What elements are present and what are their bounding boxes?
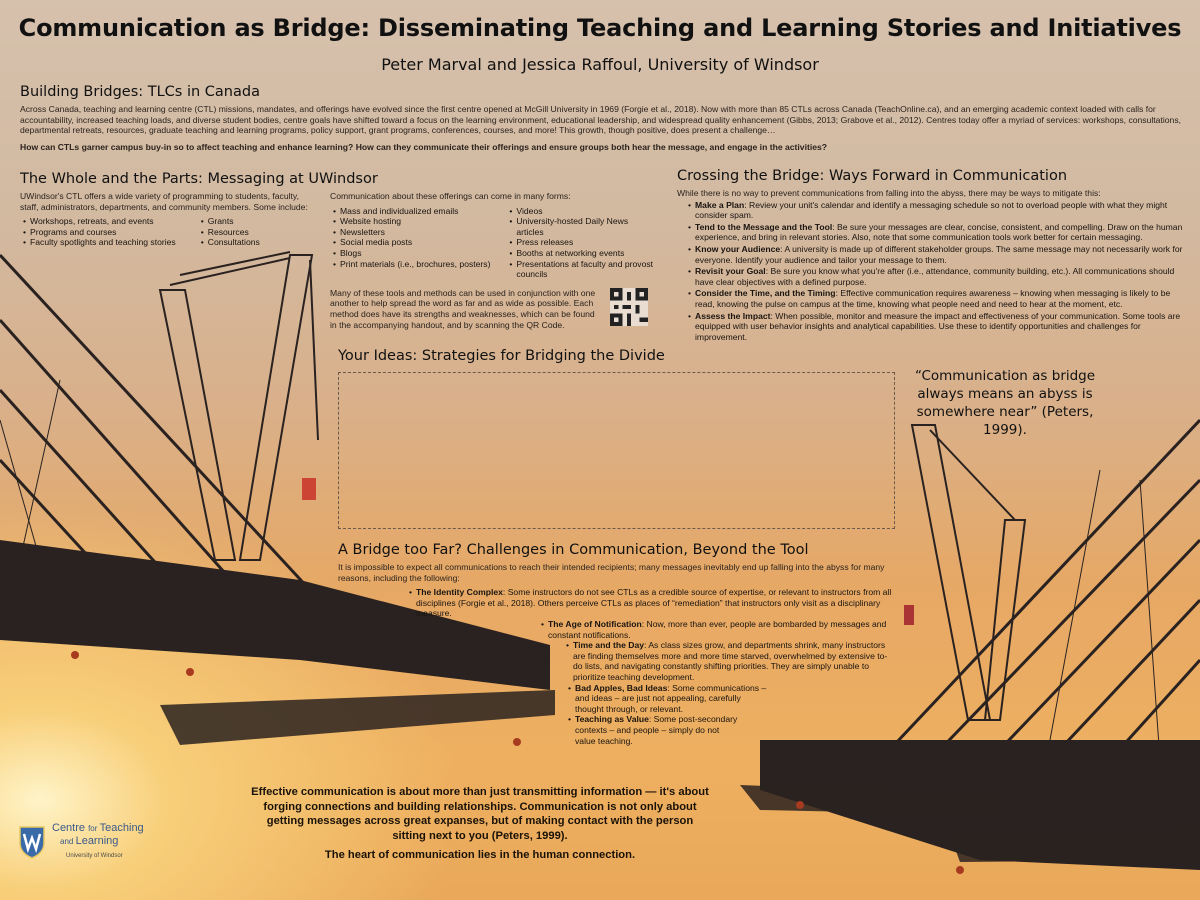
forms-list-b	[506, 206, 655, 280]
list-item: • Videos	[506, 206, 655, 217]
list-item: • Bad Apples, Bad Ideas: Some communications – and ideas – are just not appealing, carefully thought through, or relevant.	[565, 683, 768, 715]
list-item: • Social media posts	[330, 237, 498, 248]
list-item: • Make a Plan: Review your unit's calendar and identify a messaging schedule so not to overload people with what they might consider spam.	[685, 200, 1187, 221]
list-item: • Time and the Day: As class sizes grow, and departments shrink, many instructors are finding themselves more and more time starved, overwhelmed by extensive to-do lists, and navigating constantly shifting priorities. They are simply unable to prioritize teaching development.	[563, 640, 893, 682]
list-item: • Resources	[198, 227, 260, 238]
crossing-heading: Crossing the Bridge: Ways Forward in Communication	[677, 168, 1068, 184]
list-item: • Programs and courses	[20, 227, 176, 238]
forms-list-a	[330, 206, 498, 280]
list-item: • Newsletters	[330, 227, 498, 238]
poster-title: Communication as Bridge: Disseminating Teaching and Learning Stories and Initiatives	[18, 14, 1182, 42]
challenges-intro: It is impossible to expect all communications to reach their intended recipients; many messages inevitably end up falling into the abyss for many reasons, including the following:	[338, 562, 885, 583]
intro-heading: Building Bridges: TLCs in Canada	[20, 84, 260, 100]
intro-section	[20, 84, 1185, 152]
forms-intro: Communication about these offerings can come in many forms:	[330, 191, 571, 201]
intro-question: How can CTLs garner campus buy-in so to affect teaching and enhance learning? How can they communicate their offerings and ensure groups both hear the message, and engage in the activities?	[20, 141, 828, 152]
qr-code[interactable]	[610, 288, 648, 326]
list-item: • Presentations at faculty and provost councils	[506, 259, 655, 280]
list-item: • Press releases	[506, 237, 655, 248]
list-item: • Teaching as Value: Some post-secondary contexts – and people – simply do not value teaching.	[565, 714, 738, 746]
list-item: • Website hosting	[330, 216, 498, 227]
list-item: • Consider the Time, and the Timing: Effective communication requires awareness – knowing when messaging is likely to be read, knowing the pulse on campus at the time, knowing what people need and need to hear at the moment, etc.	[685, 288, 1187, 309]
list-item: • Revisit your Goal: Be sure you know what you're after (i.e., attendance, community building, etc.). All communications should have clear objectives with a defined purpose.	[685, 266, 1187, 287]
list-item: • The Identity Complex: Some instructors do not see CTLs as a credible source of expertise, or relevant to instructors from all disciplines (Forgie et al., 2018). Others perceive CTLs as places of “remediation” that instructors only visit as a disciplinary measure.	[406, 587, 893, 619]
crossing-list	[685, 200, 1187, 343]
ideas-dashed-box[interactable]	[338, 372, 895, 529]
list-item: • Faculty spotlights and teaching stories	[20, 237, 176, 248]
whole-heading: The Whole and the Parts: Messaging at UWindsor	[20, 171, 378, 187]
list-item: • Print materials (i.e., brochures, posters)	[330, 259, 498, 270]
list-item: • Consultations	[198, 237, 260, 248]
crossing-section	[677, 168, 1187, 343]
intro-body: Across Canada, teaching and learning centre (CTL) missions, mandates, and offerings have evolved since the first centre opened at McGill University in 1969 (Forgie et al., 2018). Now with more than 85 CTLs across Canada (TeachOnline.ca), and an emerging academic context loaded with calls for accountability, increased teaching loads, and diverse student bodies, centre goals have shifted toward a focus on the learning environment, educational leadership, and widespread quality enhancement (Gibbs, 2013; Grabove et al., 2012). Centres today offer a myriad of services: workshops, consultations, departmental retreats, resources, graduate teaching and learning programs, policy support, grant programs, conferences, courses, and more! This growth, though positive, does present a challenge…	[20, 104, 1181, 136]
challenges-section	[338, 542, 893, 746]
whole-body: UWindsor's CTL offers a wide variety of programming to students, faculty, staff, administrators, departments, and community members. Some include:	[20, 191, 308, 212]
list-item: • Blogs	[330, 248, 498, 259]
ctl-logo: Centre for Teaching and Learning University of Windsor	[18, 822, 144, 862]
uwindsor-shield-icon	[18, 825, 46, 859]
list-item: • Booths at networking events	[506, 248, 655, 259]
list-item: • Assess the Impact: When possible, monitor and measure the impact and effectiveness of your communication. Some tools are equipped with user behavior insights and analytical capabilities. Use these to identify opportunities and challenges for improvement.	[685, 311, 1187, 343]
list-item: • Workshops, retreats, and events	[20, 216, 176, 227]
crossing-intro: While there is no way to prevent communications from falling into the abyss, there may be ways to mitigate this:	[677, 188, 1101, 198]
list-item: • Tend to the Message and the Tool: Be sure your messages are clear, concise, consistent, and compelling. Draw on the human experience, and bring in relevant stories. Also, note that some communication tools work better for certain messaging.	[685, 222, 1187, 243]
authors: Peter Marval and Jessica Raffoul, University of Windsor	[381, 55, 819, 74]
list-item: • The Age of Notification: Now, more than ever, people are bombarded by messages and constant notifications.	[538, 619, 893, 640]
list-item: • Know your Audience: A university is made up of different stakeholder groups. The same message may not necessarily work for everyone. Identify your audience and tailor your message to them.	[685, 244, 1187, 265]
closing-tagline: The heart of communication lies in the human connection.	[324, 849, 636, 861]
list-item: • Grants	[198, 216, 260, 227]
whole-section	[20, 171, 660, 330]
whole-closing: Many of these tools and methods can be used in conjunction with one another to help spread the word as far and as wide as possible. Each method does have its strengths and weaknesses, which can be found in the accompanying handout, and by scanning the QR Code.	[330, 287, 596, 330]
list-item: • Mass and individualized emails	[330, 206, 498, 217]
offerings-list-a	[20, 216, 176, 248]
challenges-heading: A Bridge too Far? Challenges in Communication, Beyond the Tool	[338, 542, 809, 558]
peters-quote: “Communication as bridge always means an abyss is somewhere near” (Peters, 1999).	[914, 368, 1096, 438]
challenges-list	[338, 587, 893, 746]
closing-paragraph: Effective communication is about more than just transmitting information — it's about forging connections and building relationships. Communication is not only about getting messages across great expanses, but of making contact with the person sitting next to you (Peters, 1999).	[251, 786, 709, 842]
list-item: • University-hosted Daily News articles	[506, 216, 655, 237]
ideas-heading: Your Ideas: Strategies for Bridging the Divide	[338, 348, 665, 364]
offerings-list-b	[198, 216, 260, 248]
closing-statement	[250, 785, 710, 863]
